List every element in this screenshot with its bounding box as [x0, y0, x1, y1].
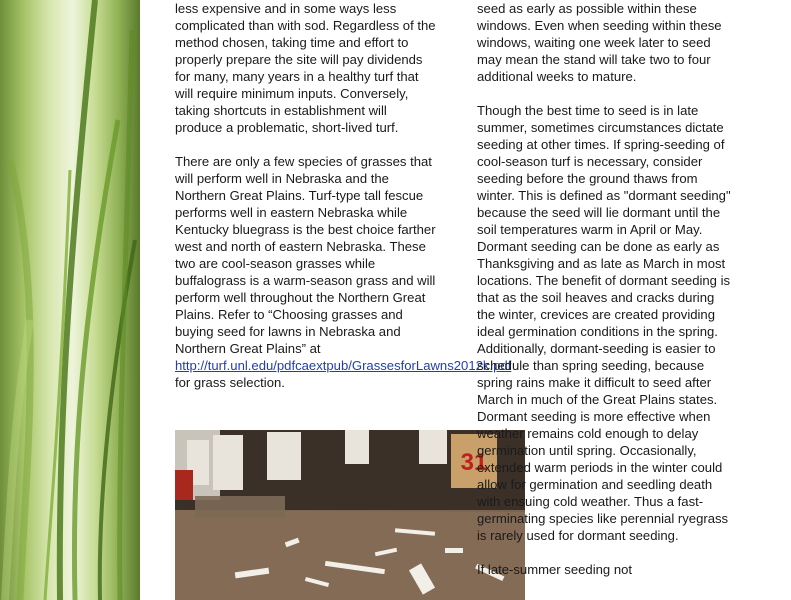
lot-number-sign: 31: [460, 449, 488, 476]
left-paragraph-1: less expensive and in some ways less complicated than with sod. Regardless of the method chosen, taking time and effort to properly prepare the site will pay dividends for many, many years in a healthy turf that will require minimum inputs. Conversely, taking shortcuts in establishment will produce a problematic, short-lived turf.: [175, 1, 436, 135]
dormant-seeding-text: Though the best time to seed is in late summer, sometimes circumstances dictate seeding at other times. If spring-seeding of cool-season turf is necessary, consider seeding before the ground thaws from winter. This is defined as "dormant seeding" because the seed will lie dormant until the soil temperatures warm in April or May. Dormant seeding can be done as early as Thanksgiving and as late as March in most locations. The benefit of dormant seeding is that as the soil heaves and cracks during the winter, crevices are created providing ideal germination conditions in the spring. Additionally, dormant-seeding is easier to schedule than spring seeding, because spring rains make it difficult to seed after March in much of the Great Plains states. Dormant seeding is more effective when: [477, 103, 731, 424]
construction-site-image: [175, 430, 525, 600]
right-text-column: [477, 0, 734, 595]
grass-selection-link[interactable]: http://turf.unl.edu/pdfcaextpub/GrassesforLawns2012k.pdf: [175, 358, 512, 373]
right-paragraph-2-wrap: weather remains cold enough to delay germination until spring. Occasionally, extended warm periods in the winter could allow for germination and seedling death with ensuing cold weather. Thus a fast-germinating species like perennial ryegrass is rarely used for dormant seeding.: [477, 426, 729, 543]
grass-species-text: There are only a few species of grasses that will perform well in Nebraska and the Northern Great Plains. Turf-type tall fescue performs well in eastern Nebraska while Kentucky bluegrass is the best choice farther west and north of eastern Nebraska. These two are cool-season grasses while buffalograss is a warm-season grass and will perform well throughout the Northern Great Plains. Refer to “Choosing grasses and buying seed for lawns in Nebraska and Northern Great Plains” at: [175, 154, 436, 356]
grass-blades-image: [0, 0, 140, 600]
grass-selection-tail: for grass selection.: [175, 375, 285, 390]
construction-site-photo: [175, 430, 525, 600]
right-paragraph-2: [477, 102, 734, 425]
grass-photo-strip: [0, 0, 140, 600]
left-text-column: [175, 0, 512, 408]
left-paragraph-2: [175, 153, 512, 391]
right-paragraph-1: seed as early as possible within these windows. Even when seeding within these windows, waiting one week later to seed may mean the stand will take two to four additional weeks to mature.: [477, 1, 722, 84]
right-paragraph-3: If late-summer seeding not: [477, 562, 633, 577]
